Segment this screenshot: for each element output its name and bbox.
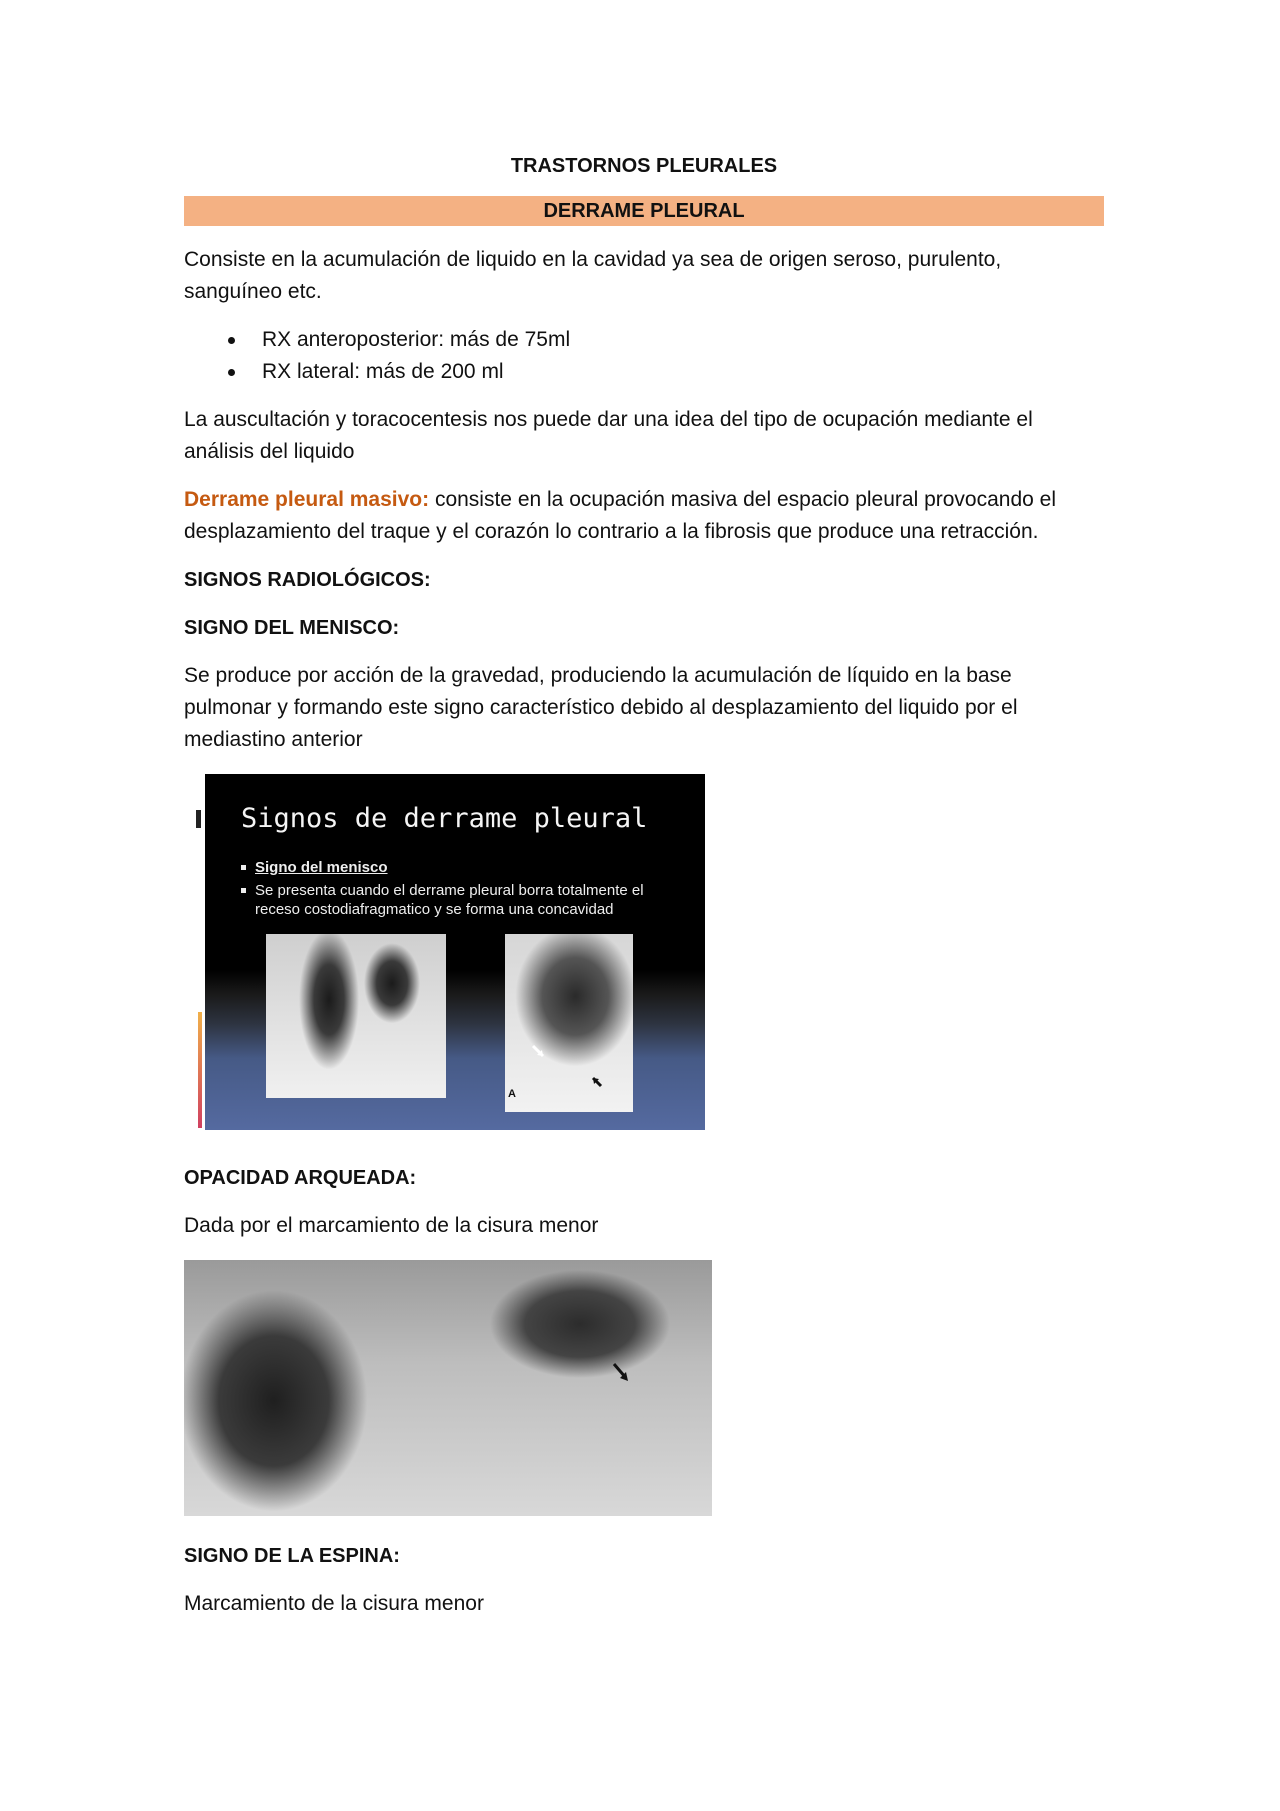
bullet-icon [228,337,235,344]
chest-xray-frontal [266,934,446,1098]
list-item [184,356,1104,388]
auscultation-paragraph: La auscultación y toracocentesis nos puede dar una idea del tipo de ocupación mediante el análisis del liquido [184,408,1033,463]
document-body [184,150,1104,1636]
massive-effusion-label: Derrame pleural masivo: [184,488,430,511]
list-item [184,324,1104,356]
massive-effusion-text: consiste en la ocupación masiva del espacio pleural provocando el desplazamiento del traque y el corazón lo contrario a la fibrosis que produce una retracción. [184,488,1056,543]
massive-effusion-paragraph [184,484,1104,548]
opacity-heading: OPACIDAD ARQUEADA: [184,1167,417,1189]
document-title: TRASTORNOS PLEURALES [510,155,778,177]
arrow-icon [505,934,633,1112]
spine-heading: SIGNO DE LA ESPINA: [184,1545,400,1567]
arrow-icon [184,1260,712,1516]
slide-bullet [241,881,681,919]
bullet-icon [228,369,235,376]
list-item-text: RX anteroposterior: más de 75ml [262,328,571,351]
intro-paragraph: Consiste en la acumulación de liquido en la cavidad ya sea de origen seroso, purulento, sanguíneo etc. [184,248,1002,303]
slide-bullet [241,858,681,877]
slide-bullet-text: Se presenta cuando el derrame pleural borra totalmente el receso costodiafragmatico y se forma una concavidad [255,882,644,918]
section-header: DERRAME PLEURAL [184,196,1104,226]
slide-edge-strip [198,1012,202,1128]
slide [205,774,705,1130]
spine-paragraph: Marcamiento de la cisura menor [184,1592,484,1615]
slide-title: Signos de derrame pleural [241,803,648,834]
slide-bullet-text: Signo del menisco [255,859,388,876]
list-item-text: RX lateral: más de 200 ml [262,360,504,383]
meniscus-slide-image [184,774,704,1130]
meniscus-paragraph: Se produce por acción de la gravedad, produciendo la acumulación de líquido en la base pulmonar y formando este signo característico debido al desplazamiento del liquido por el mediastino anterior [184,664,1018,751]
volume-list [184,324,1104,388]
meniscus-heading: SIGNO DEL MENISCO: [184,617,400,639]
xray-label: A [508,1088,516,1100]
opacity-paragraph: Dada por el marcamiento de la cisura menor [184,1214,599,1237]
signs-heading: SIGNOS RADIOLÓGICOS: [184,569,431,591]
chest-xray-image [184,1260,712,1516]
slide-bullets [241,858,681,923]
slide-edge-mark [196,810,201,828]
chest-xray-lateral [505,934,633,1112]
